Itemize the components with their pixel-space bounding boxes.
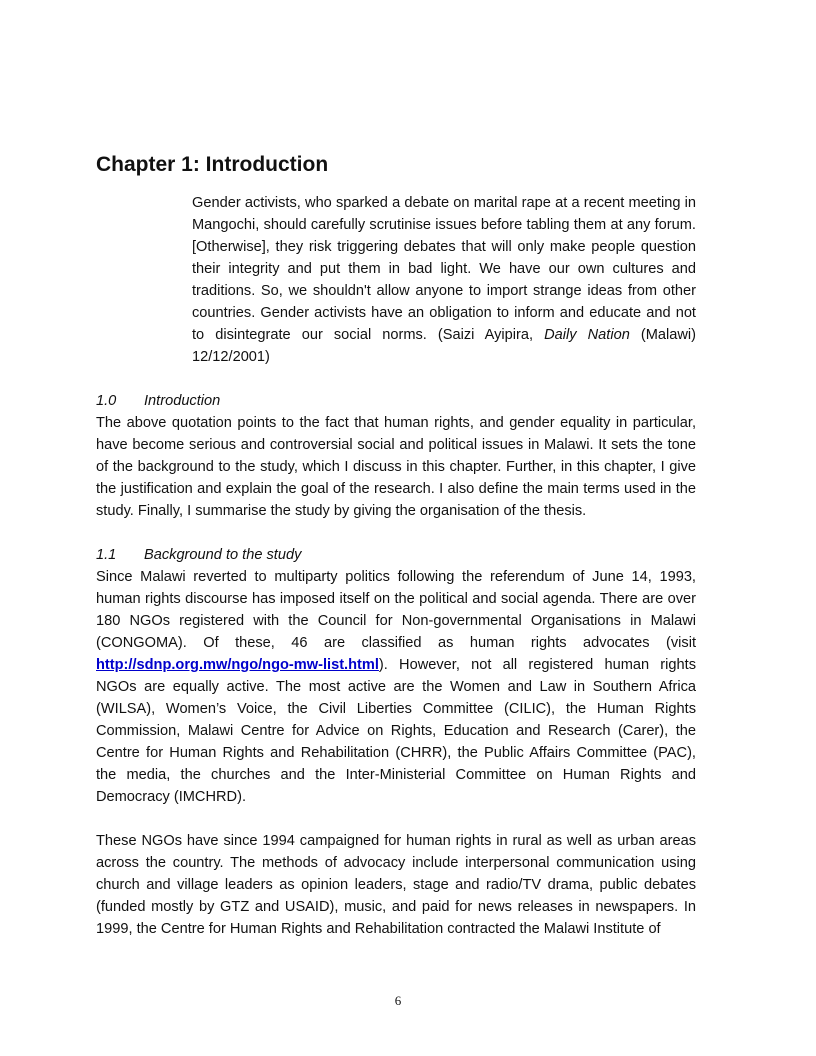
section-introduction (96, 390, 696, 522)
chapter-title: Chapter 1: Introduction (96, 153, 329, 176)
paragraph-text: Since Malawi reverted to multiparty politics following the referendum of June 14, 1993, human rights discourse has imposed itself on the political and social agenda. There are over 180 NGOs registered with the Council for Non-governmental Organisations in Malawi (CONGOMA). Of these, 46 are classified as human rights advocates (visit (96, 569, 696, 651)
ngo-list-link[interactable]: http://sdnp.org.mw/ngo/ngo-mw-list.html (96, 657, 379, 673)
epigraph-quote (192, 192, 696, 368)
epigraph-text-end: (Malawi) 12/12/2001) (192, 327, 697, 365)
epigraph-text: Gender activists, who sparked a debate on marital rape at a recent meeting in Mangochi, should carefully scrutinise issues before tabling them at any forum. [Otherwise], they risk triggering debates that will only make people question their integrity and put them in bad light. We have our own cultures and traditions. So, we shouldn't allow anyone to import strange ideas from other countries. Gender activists have an obligation to inform and educate and not to disintegrate our social norms. (Saizi Ayipira, (192, 195, 696, 343)
section-heading (96, 390, 696, 412)
section-title: Background to the study (144, 547, 302, 563)
epigraph-source: Daily Nation (544, 327, 630, 343)
paragraph (96, 566, 696, 808)
section-background (96, 544, 696, 808)
section-background-continued (96, 830, 696, 940)
section-heading (96, 544, 696, 566)
paragraph: These NGOs have since 1994 campaigned for human rights in rural as well as urban areas across the country. The methods of advocacy include interpersonal communication using church and village leaders as opinion leaders, stage and radio/TV drama, public debates (funded mostly by GTZ and USAID), music, and paid for news releases in newspapers. In 1999, the Centre for Human Rights and Rehabilitation contracted the Malawi Institute of (96, 833, 696, 937)
section-number: 1.1 (96, 547, 117, 563)
page-number: 6 (394, 993, 402, 1008)
section-title: Introduction (144, 393, 221, 409)
paragraph: The above quotation points to the fact that human rights, and gender equality in particular, have become serious and controversial social and political issues in Malawi. It sets the tone of the background to the study, which I discuss in this chapter. Further, in this chapter, I give the justification and explain the goal of the research. I also define the main terms used in the study. Finally, I summarise the study by giving the organisation of the thesis. (96, 415, 696, 519)
paragraph-text-end: ). However, not all registered human rights NGOs are equally active. The most active are the Women and Law in Southern Africa (WILSA), Women’s Voice, the Civil Liberties Committee (CILIC), the Human Rights Commission, Malawi Centre for Advice on Rights, Education and Research (Carer), the Centre for Human Rights and Rehabilitation (CHRR), the Public Affairs Committee (PAC), the media, the churches and the Inter-Ministerial Committee on Human Rights and Democracy (IMCHRD). (96, 657, 696, 805)
section-number: 1.0 (96, 393, 117, 409)
